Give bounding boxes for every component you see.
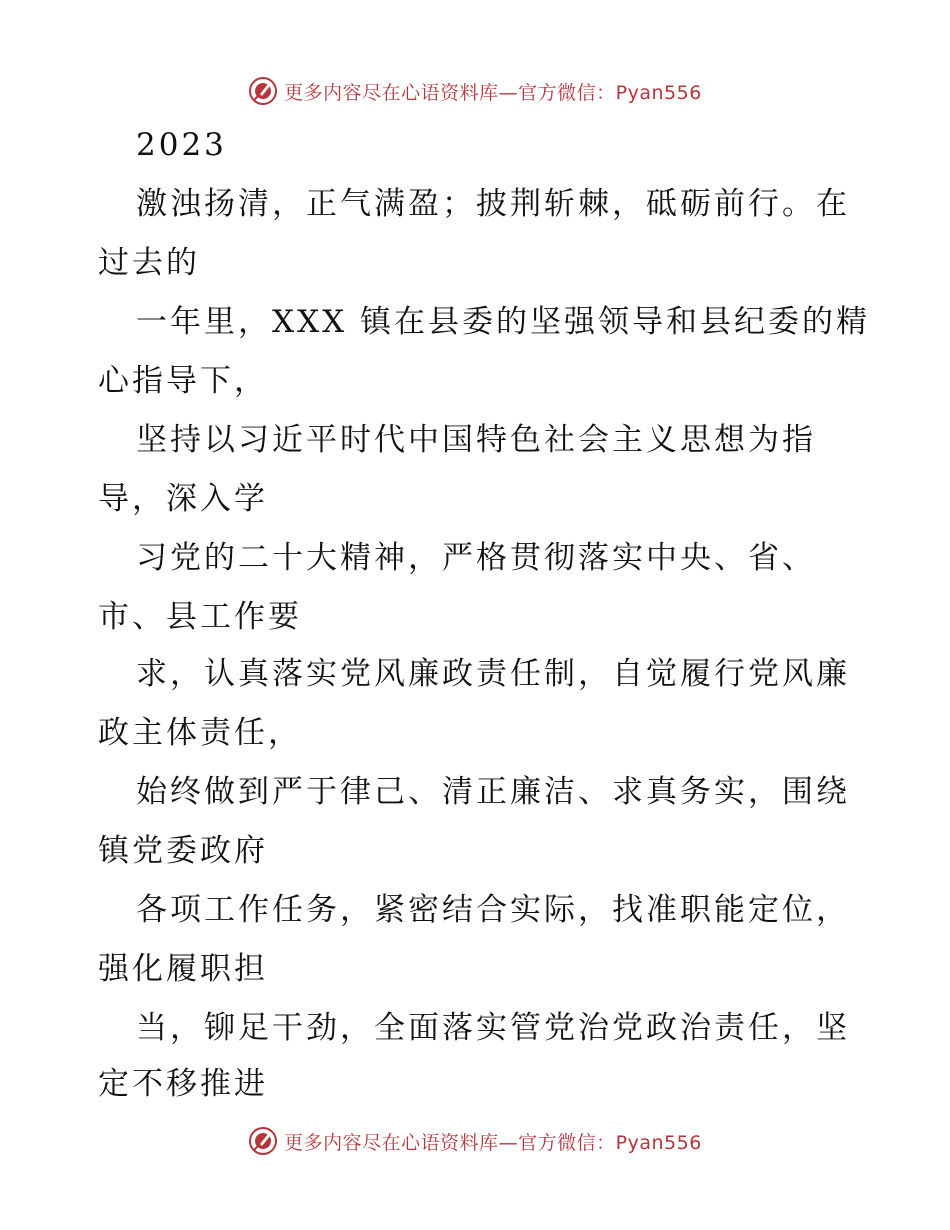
text-line: 镇党委政府 <box>98 833 268 869</box>
watermark-text: 更多内容尽在心语资料库—官方微信：Pyan556 <box>284 1131 702 1154</box>
text-line: 始终做到严于律己、清正廉洁、求真务实，围绕 <box>136 774 850 810</box>
text-line: 求，认真落实党风廉政责任制，自觉履行党风廉 <box>136 656 850 692</box>
watermark-text: 更多内容尽在心语资料库—官方微信：Pyan556 <box>284 81 702 104</box>
text-line: 坚持以习近平时代中国特色社会主义思想为指 <box>136 422 816 458</box>
text-line: 强化履职担 <box>98 951 268 987</box>
text-line: 定不移推进 <box>98 1066 268 1102</box>
text-line: 2023 <box>136 127 227 163</box>
text-line: 导，深入学 <box>98 481 268 517</box>
text-line: 习党的二十大精神，严格贯彻落实中央、省、 <box>136 540 816 576</box>
watermark-banner-bottom <box>0 1121 950 1161</box>
text-line: 激浊扬清，正气满盈；披荆斩棘，砥砺前行。在 <box>136 186 850 222</box>
pen-nib-logo-icon <box>248 1126 278 1156</box>
text-line: 当，铆足干劲，全面落实管党治党政治责任，坚 <box>136 1010 850 1046</box>
text-line: 心指导下， <box>98 363 268 399</box>
text-line: 过去的 <box>98 245 200 281</box>
text-line: 各项工作任务，紧密结合实际，找准职能定位， <box>136 892 850 928</box>
text-line: 市、县工作要 <box>98 599 302 635</box>
text-line: 一年里，XXX 镇在县委的坚强领导和县纪委的精 <box>136 304 871 340</box>
text-line: 政主体责任， <box>98 715 302 751</box>
